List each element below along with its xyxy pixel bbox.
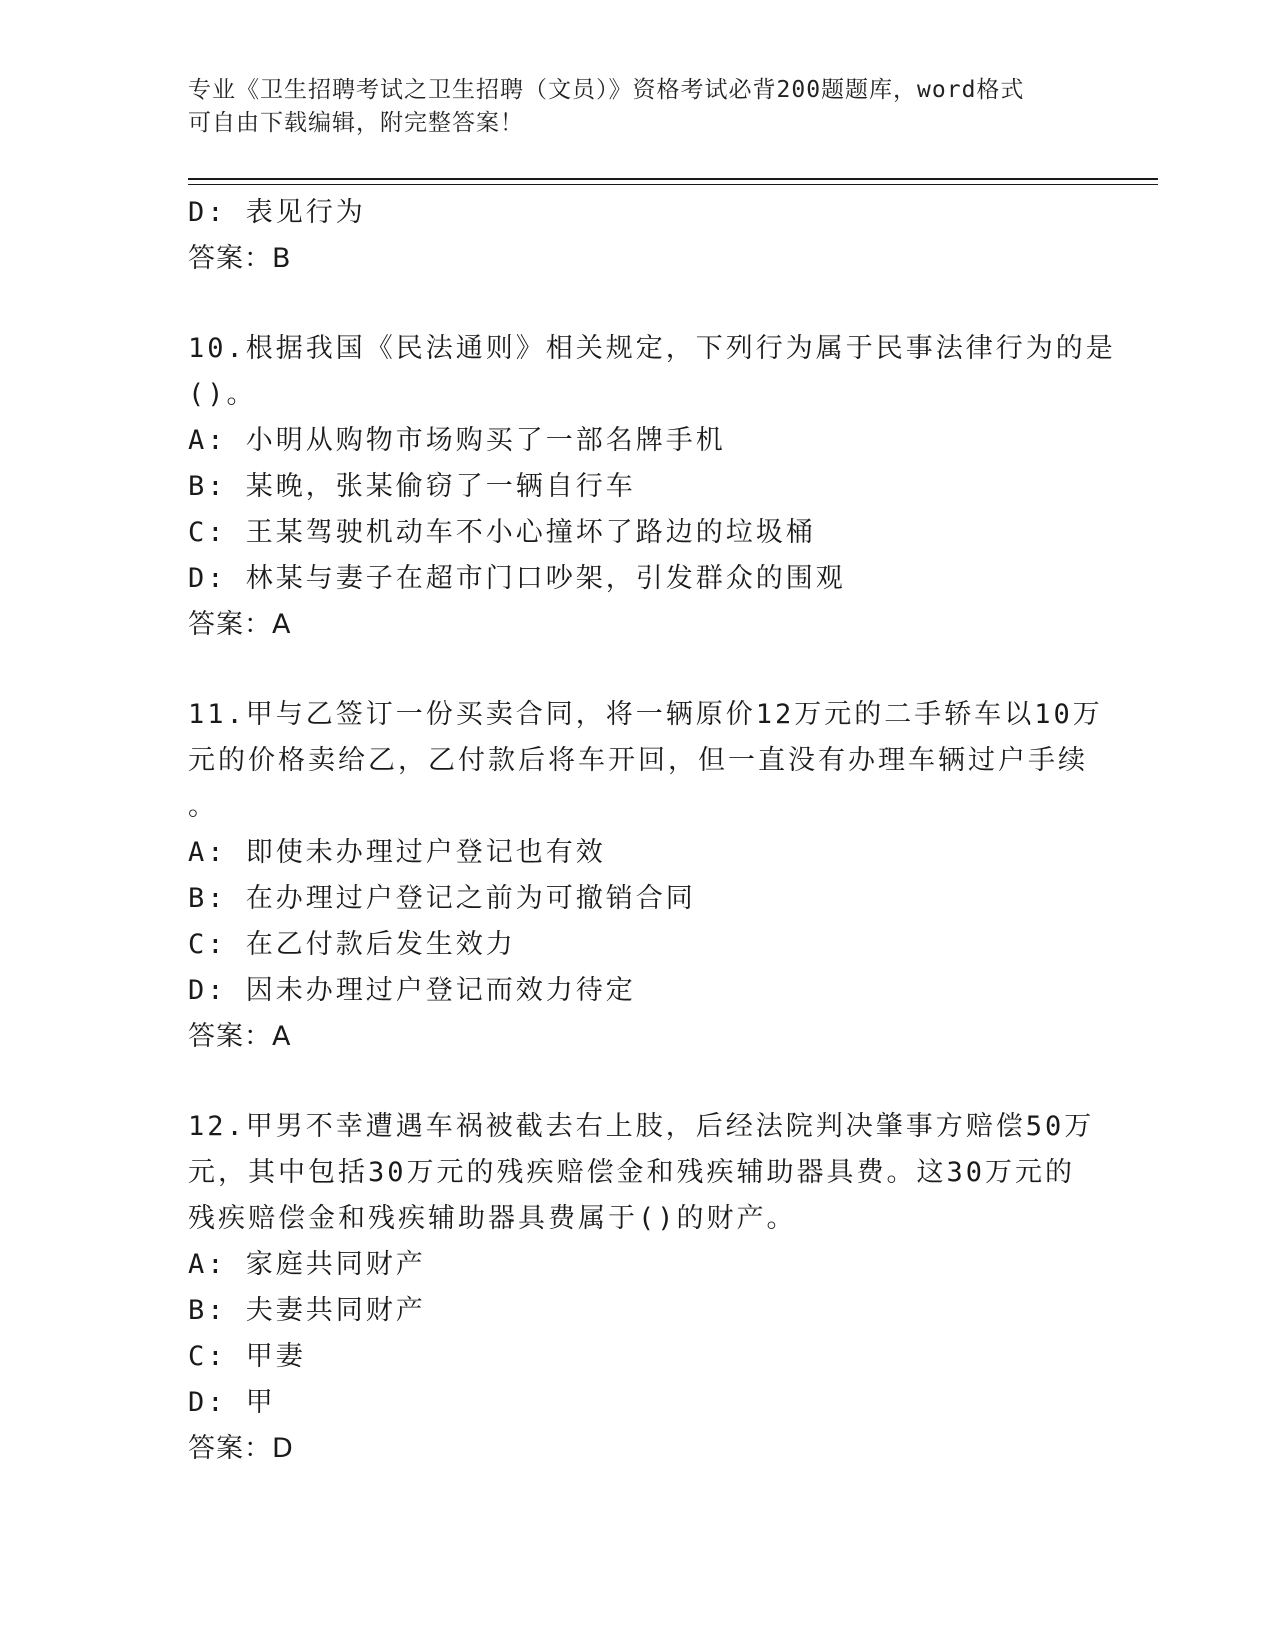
question-9-tail — [188, 190, 1088, 282]
question-10-stem-line-2: ()。 — [188, 379, 257, 410]
question-10-answer: 答案：A — [188, 609, 292, 640]
question-10-stem-line-1: 10.根据我国《民法通则》相关规定，下列行为属于民事法律行为的是 — [188, 333, 1116, 364]
question-content — [188, 190, 1116, 1472]
question-spacer — [188, 648, 1088, 692]
question-12-stem-line-3: 残疾赔偿金和残疾辅助器具费属于()的财产。 — [188, 1203, 797, 1234]
question-12-stem-line-2: 元，其中包括30万元的残疾赔偿金和残疾辅助器具费。这30万元的 — [188, 1157, 1076, 1188]
question-10 — [188, 326, 1116, 648]
question-spacer — [188, 282, 1088, 326]
question-10-option-d: D: 林某与妻子在超市门口吵架，引发群众的围观 — [188, 563, 846, 594]
question-12-option-d: D: 甲 — [188, 1387, 276, 1418]
question-11-answer: 答案：A — [188, 1021, 292, 1052]
question-10-option-b: B: 某晚，张某偷窃了一辆自行车 — [188, 471, 636, 502]
question-12-answer: 答案：D — [188, 1433, 294, 1464]
question-12-option-b: B: 夫妻共同财产 — [188, 1295, 426, 1326]
question-11-stem-line-3: 。 — [188, 791, 218, 822]
question-11-option-a: A: 即使未办理过户登记也有效 — [188, 837, 606, 868]
question-10-option-c: C: 王某驾驶机动车不小心撞坏了路边的垃圾桶 — [188, 517, 816, 548]
question-11-option-c: C: 在乙付款后发生效力 — [188, 929, 516, 960]
document-header — [188, 74, 1088, 140]
question-spacer — [188, 1060, 1088, 1104]
question-9-answer: 答案：B — [188, 243, 292, 274]
header-title-line-1: 专业《卫生招聘考试之卫生招聘（文员）》资格考试必背200题题库，word格式 — [188, 77, 1025, 103]
header-title-line-2: 可自由下载编辑，附完整答案！ — [188, 110, 524, 136]
question-11-option-b: B: 在办理过户登记之前为可撤销合同 — [188, 883, 696, 914]
question-11-option-d: D: 因未办理过户登记而效力待定 — [188, 975, 636, 1006]
question-12-option-c: C: 甲妻 — [188, 1341, 306, 1372]
question-12-option-a: A: 家庭共同财产 — [188, 1249, 426, 1280]
question-11-stem-line-1: 11.甲与乙签订一份买卖合同，将一辆原价12万元的二手轿车以10万 — [188, 699, 1103, 730]
header-divider-thin — [188, 184, 1158, 185]
question-12-stem-line-1: 12.甲男不幸遭遇车祸被截去右上肢，后经法院判决肇事方赔偿50万 — [188, 1111, 1095, 1142]
question-10-option-a: A: 小明从购物市场购买了一部名牌手机 — [188, 425, 726, 456]
question-11-stem-line-2: 元的价格卖给乙，乙付款后将车开回，但一直没有办理车辆过户手续 — [188, 745, 1088, 776]
question-11 — [188, 692, 1103, 1060]
question-12 — [188, 1104, 1095, 1472]
question-9-option-d: D: 表见行为 — [188, 197, 366, 228]
header-divider-thick — [188, 178, 1158, 180]
